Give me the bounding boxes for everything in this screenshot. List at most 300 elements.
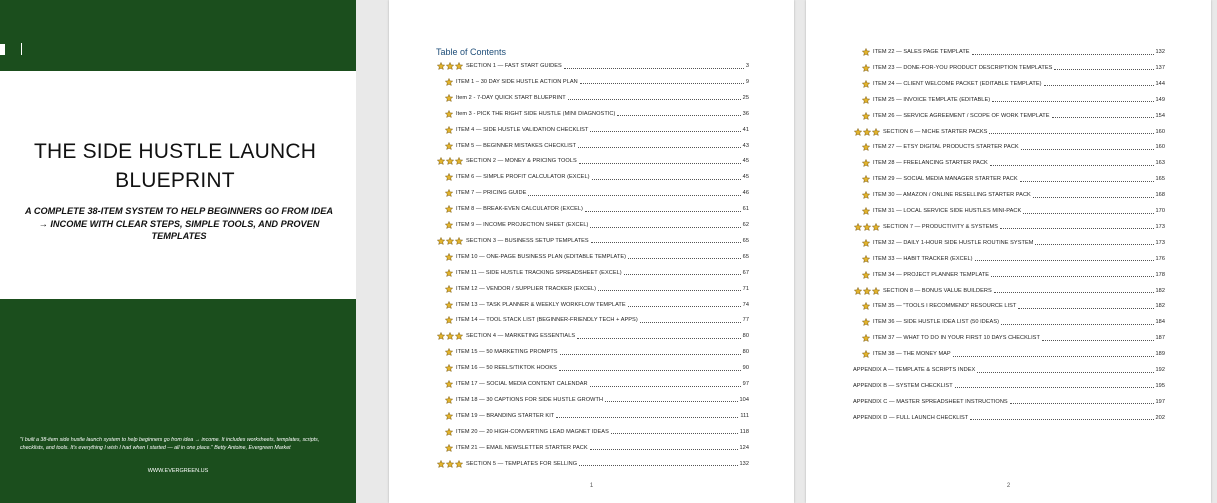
dot-leader — [617, 115, 740, 116]
star-icon — [862, 302, 870, 310]
toc-entry-page: 132 — [1155, 49, 1165, 55]
toc-entry-label: ITEM 36 — SIDE HUSTLE IDEA LIST (50 IDEAS) — [873, 319, 1000, 326]
star-icon — [445, 189, 453, 197]
star-rating-icons — [445, 348, 454, 356]
dot-leader — [611, 433, 738, 434]
toc-item-entry[interactable] — [445, 362, 749, 374]
toc-entry-label: ITEM 38 — THE MONEY MAP — [873, 351, 951, 358]
toc-entry-page: 65 — [742, 237, 749, 244]
star-icon — [445, 444, 453, 452]
star-icon — [445, 364, 453, 372]
toc-entry-label: SECTION 5 — TEMPLATES FOR SELLING — [466, 460, 578, 467]
toc-entry-label: SECTION 6 — NICHE STARTER PACKS — [883, 128, 988, 135]
toc-entry-page: 77 — [742, 317, 749, 324]
star-icon — [437, 460, 445, 468]
star-icon — [437, 237, 445, 245]
star-icon — [446, 62, 454, 70]
toc-entry-page: 163 — [1155, 160, 1165, 167]
toc-entry-label: ITEM 11 — SIDE HUSTLE TRACKING SPREADSHEET (EXCEL) — [456, 269, 622, 276]
toc-item-entry[interactable] — [862, 300, 1165, 312]
toc-entry-page: 165 — [1155, 176, 1165, 183]
toc-item-entry[interactable] — [445, 283, 749, 295]
toc-entry-page: 46 — [742, 190, 749, 197]
toc-entry-label: ITEM 32 — DAILY 1-HOUR SIDE HUSTLE ROUTINE SYSTEM — [873, 239, 1034, 246]
star-icon — [862, 350, 870, 358]
toc-entry-label: ITEM 13 — TASK PLANNER & WEEKLY WORKFLOW TEMPLATE — [456, 301, 626, 308]
star-icon — [445, 348, 453, 356]
star-rating-icons — [854, 287, 881, 295]
toc-entry-page: 45 — [742, 158, 749, 165]
star-icon — [854, 287, 862, 295]
toc-entry-label: ITEM 33 — HABIT TRACKER (EXCEL) — [873, 255, 973, 262]
dot-leader — [953, 356, 1154, 357]
toc-section-entry[interactable] — [854, 221, 1165, 233]
dot-leader — [1054, 69, 1153, 70]
dot-leader — [1018, 308, 1153, 309]
toc-entry-label: SECTION 8 — BONUS VALUE BUILDERS — [883, 287, 992, 294]
toc-entry-page: 202 — [1155, 414, 1165, 421]
toc-item-entry[interactable] — [862, 237, 1165, 249]
toc-entry-label: ITEM 21 — EMAIL NEWSLETTER STARTER PACK — [456, 444, 588, 451]
toc-item-entry[interactable] — [862, 189, 1165, 201]
star-icon — [445, 396, 453, 404]
star-icon — [445, 428, 453, 436]
star-icon — [445, 412, 453, 420]
toc-entry-page: 149 — [1155, 96, 1165, 103]
dot-leader — [590, 131, 740, 132]
toc-entry-page: 97 — [742, 381, 749, 387]
page-number: 1 — [589, 483, 594, 489]
toc-item-entry[interactable] — [862, 253, 1165, 265]
star-rating-icons — [862, 112, 871, 120]
toc-entry-page: 178 — [1155, 271, 1165, 278]
toc-entry-page: 45 — [742, 174, 749, 181]
star-rating-icons — [862, 271, 871, 279]
dot-leader — [640, 322, 741, 323]
toc-entry-label: ITEM 25 — INVOICE TEMPLATE (EDITABLE) — [873, 96, 991, 103]
star-rating-icons — [862, 48, 871, 56]
dot-leader — [564, 68, 744, 69]
toc-item-entry[interactable] — [445, 299, 749, 311]
star-icon — [455, 62, 463, 70]
toc-entry-page: 132 — [739, 460, 749, 467]
star-rating-icons — [862, 239, 871, 247]
dot-leader — [624, 274, 741, 275]
dot-leader — [1010, 403, 1154, 404]
page-number: 2 — [1006, 483, 1011, 489]
star-rating-icons — [445, 253, 454, 261]
toc-entry-label: Item 3 - PICK THE RIGHT SIDE HUSTLE (MINI DIAGNOSTIC) — [456, 110, 616, 117]
star-icon — [862, 64, 870, 72]
star-icon — [446, 460, 454, 468]
dot-leader — [972, 54, 1154, 55]
toc-item-entry[interactable] — [445, 410, 749, 422]
star-icon — [862, 334, 870, 342]
star-icon — [445, 205, 453, 213]
toc-item-entry[interactable] — [445, 251, 749, 263]
star-rating-icons — [437, 62, 464, 70]
toc-entry-page: 124 — [739, 444, 749, 451]
dot-leader — [975, 260, 1154, 261]
dot-leader — [1042, 340, 1154, 341]
star-icon — [854, 128, 862, 136]
toc-section-entry[interactable] — [437, 235, 749, 247]
toc-item-entry[interactable] — [445, 426, 749, 438]
toc-entry-label: ITEM 37 — WHAT TO DO IN YOUR FIRST 10 DAYS CHECKLIST — [873, 335, 1040, 342]
toc-entry-label: ITEM 28 — FREELANCING STARTER PACK — [873, 160, 988, 167]
toc-entry-label: ITEM 15 — 50 MARKETING PROMPTS — [456, 349, 558, 356]
star-icon — [862, 96, 870, 104]
toc-entry-label: ITEM 34 — PROJECT PLANNER TEMPLATE — [873, 271, 990, 278]
star-icon — [863, 128, 871, 136]
star-rating-icons — [862, 80, 871, 88]
toc-entry-label: ITEM 6 — SIMPLE PROFIT CALCULATOR (EXCEL) — [456, 174, 590, 181]
dot-leader — [989, 133, 1153, 134]
star-icon — [445, 126, 453, 134]
toc-entry-page: 182 — [1155, 287, 1165, 294]
dot-leader — [578, 147, 741, 148]
dot-leader — [970, 419, 1153, 420]
toc-entry-label: ITEM 5 — BEGINNER MISTAKES CHECKLIST — [456, 142, 577, 149]
toc-entry-label: ITEM 17 — SOCIAL MEDIA CONTENT CALENDAR — [456, 381, 588, 387]
toc-entry-page: 104 — [739, 396, 749, 403]
toc-item-entry[interactable] — [862, 348, 1165, 360]
toc-entry-label: ITEM 8 — BREAK-EVEN CALCULATOR (EXCEL) — [456, 206, 583, 213]
toc-entry-label: Item 2 - 7-DAY QUICK START BLUEPRINT — [456, 94, 566, 101]
dot-leader — [579, 465, 737, 466]
star-rating-icons — [445, 444, 454, 452]
toc-entry-page: 192 — [1155, 367, 1165, 373]
star-rating-icons — [862, 175, 871, 183]
dot-leader — [1052, 117, 1154, 118]
toc-item-entry[interactable] — [445, 219, 749, 231]
cover-testimonial: "I built a 38-item side hustle launch system to help beginners go from idea → income. It includes worksheets, templates, scripts, checklists, and tools. It's everything I wish I had when I started — all in one place." Betty Antoine, Evergreen Market — [20, 437, 320, 451]
toc-entry-page: 168 — [1155, 192, 1165, 199]
caret-icon — [21, 43, 22, 55]
cover-subtitle: A COMPLETE 38-ITEM SYSTEM TO HELP BEGINNERS GO FROM IDEA → INCOME WITH CLEAR STEPS, SIMPLE TOOLS, AND PROVEN TEMPLATES — [25, 206, 333, 241]
text-cursor-icon — [0, 44, 5, 55]
star-icon — [446, 157, 454, 165]
star-rating-icons — [862, 350, 871, 358]
star-rating-icons — [445, 78, 454, 86]
toc-entry-label: ITEM 7 — PRICING GUIDE — [456, 190, 527, 197]
toc-entry-label: SECTION 2 — MONEY & PRICING TOOLS — [466, 158, 577, 165]
dot-leader — [992, 101, 1153, 102]
toc-entry-page: 74 — [742, 301, 749, 308]
toc-entry-label: SECTION 4 — MARKETING ESSENTIALS — [466, 333, 576, 340]
dot-leader — [560, 354, 741, 355]
toc-item-entry[interactable] — [862, 316, 1165, 328]
toc-section-entry[interactable] — [437, 330, 749, 342]
star-icon — [446, 237, 454, 245]
toc-entry-page: 182 — [1155, 303, 1165, 310]
document-page-1[interactable] — [389, 0, 794, 503]
toc-entry-label: ITEM 29 — SOCIAL MEDIA MANAGER STARTER PACK — [873, 176, 1018, 183]
dot-leader — [591, 242, 741, 243]
dot-leader — [579, 163, 741, 164]
toc-item-entry[interactable] — [445, 76, 749, 88]
dot-leader — [628, 258, 741, 259]
star-rating-icons — [445, 428, 454, 436]
star-icon — [862, 159, 870, 167]
star-rating-icons — [445, 189, 454, 197]
dot-leader — [1021, 149, 1154, 150]
toc-entry-label: SECTION 7 — PRODUCTIVITY & SYSTEMS — [883, 223, 999, 230]
star-rating-icons — [862, 318, 871, 326]
star-icon — [455, 237, 463, 245]
dot-leader — [1035, 244, 1153, 245]
toc-item-entry[interactable] — [445, 267, 749, 279]
star-rating-icons — [862, 64, 871, 72]
toc-entry-page: 170 — [1155, 208, 1165, 214]
toc-entry-label: ITEM 30 — AMAZON / ONLINE RESELLING STARTER PACK — [873, 192, 1031, 199]
dot-leader — [1023, 213, 1153, 214]
star-icon — [862, 207, 870, 215]
toc-entry-label: ITEM 24 — CLIENT WELCOME PACKET (EDITABLE TEMPLATE) — [873, 80, 1042, 87]
star-icon — [445, 253, 453, 261]
toc-entry-page: 160 — [1155, 128, 1165, 135]
toc-entry-label: APPENDIX A — TEMPLATE & SCRIPTS INDEX — [853, 367, 976, 373]
star-icon — [437, 62, 445, 70]
toc-entry-page: 173 — [1155, 223, 1165, 230]
dot-leader — [605, 401, 737, 402]
dot-leader — [590, 449, 738, 450]
toc-item-entry[interactable] — [862, 332, 1165, 344]
dot-leader — [955, 387, 1154, 388]
star-icon — [862, 143, 870, 151]
dot-leader — [991, 276, 1153, 277]
toc-section-entry[interactable] — [854, 126, 1165, 138]
star-icon — [445, 78, 453, 86]
toc-entry-page: 61 — [742, 206, 749, 213]
toc-item-entry[interactable] — [862, 78, 1165, 90]
star-icon — [455, 332, 463, 340]
star-icon — [872, 223, 880, 231]
toc-entry-page: 195 — [1155, 382, 1165, 389]
star-icon — [445, 221, 453, 229]
star-rating-icons — [862, 191, 871, 199]
toc-item-entry[interactable] — [445, 171, 749, 183]
star-rating-icons — [445, 269, 454, 277]
toc-entry-page: 71 — [742, 285, 749, 292]
star-icon — [445, 285, 453, 293]
star-icon — [445, 94, 453, 102]
toc-entry-label: ITEM 9 — INCOME PROJECTION SHEET (EXCEL) — [456, 222, 589, 228]
star-icon — [446, 332, 454, 340]
toc-entry-page: 65 — [742, 253, 749, 260]
toc-entry-label: ITEM 27 — ETSY DIGITAL PRODUCTS STARTER PACK — [873, 144, 1019, 151]
toc-entry-label: ITEM 23 — DONE-FOR-YOU PRODUCT DESCRIPTION TEMPLATES — [873, 64, 1053, 71]
dot-leader — [590, 227, 740, 228]
toc-item-entry[interactable] — [445, 442, 749, 454]
toc-item-entry[interactable] — [445, 124, 749, 136]
star-rating-icons — [445, 94, 454, 102]
toc-entry-page: 80 — [742, 333, 749, 340]
star-icon — [455, 157, 463, 165]
star-rating-icons — [862, 159, 871, 167]
dot-leader — [580, 83, 744, 84]
toc-appendix-entry[interactable] — [853, 412, 1165, 424]
star-icon — [863, 287, 871, 295]
dot-leader — [590, 386, 741, 387]
toc-entry-page: 36 — [742, 110, 749, 117]
star-icon — [862, 255, 870, 263]
dot-leader — [592, 179, 741, 180]
dot-leader — [977, 372, 1153, 373]
toc-item-entry[interactable] — [862, 173, 1165, 185]
toc-entry-label: APPENDIX B — SYSTEM CHECKLIST — [853, 382, 953, 389]
toc-appendix-entry[interactable] — [853, 396, 1165, 408]
toc-entry-page: 9 — [745, 78, 749, 85]
dot-leader — [1020, 181, 1154, 182]
star-icon — [437, 157, 445, 165]
star-icon — [862, 191, 870, 199]
star-rating-icons — [437, 460, 464, 468]
dot-leader — [559, 370, 741, 371]
cover-title: THE SIDE HUSTLE LAUNCH BLUEPRINT — [33, 140, 317, 192]
star-rating-icons — [445, 285, 454, 293]
toc-item-entry[interactable] — [445, 314, 749, 326]
toc-entry-page: 67 — [742, 269, 749, 276]
star-rating-icons — [437, 237, 464, 245]
toc-entry-page: 176 — [1155, 255, 1165, 262]
toc-entry-label: APPENDIX D — FULL LAUNCH CHECKLIST — [853, 414, 969, 421]
star-icon — [862, 48, 870, 56]
toc-title: Table of Contents — [436, 47, 507, 57]
cover-top-band — [0, 0, 356, 71]
star-rating-icons — [862, 143, 871, 151]
toc-entry-page: 187 — [1155, 335, 1165, 342]
dot-leader — [598, 290, 741, 291]
star-rating-icons — [445, 316, 454, 324]
toc-item-entry[interactable] — [445, 346, 749, 358]
star-icon — [445, 173, 453, 181]
toc-item-entry[interactable] — [862, 269, 1165, 281]
toc-entry-label: ITEM 4 — SIDE HUSTLE VALIDATION CHECKLIST — [456, 126, 589, 133]
star-rating-icons — [445, 380, 454, 388]
toc-item-entry[interactable] — [862, 205, 1165, 217]
dot-leader — [577, 338, 741, 339]
document-page-2[interactable] — [806, 0, 1211, 503]
toc-item-entry[interactable] — [862, 110, 1165, 122]
toc-entry-page: 197 — [1155, 398, 1165, 405]
star-rating-icons — [445, 142, 454, 150]
toc-entry-page: 3 — [745, 63, 749, 69]
toc-entry-label: ITEM 31 — LOCAL SERVICE SIDE HUSTLES MINI-PACK — [873, 208, 1022, 214]
toc-entry-label: SECTION 3 — BUSINESS SETUP TEMPLATES — [466, 237, 589, 244]
star-icon — [862, 318, 870, 326]
star-icon — [445, 110, 453, 118]
star-rating-icons — [445, 110, 454, 118]
toc-entry-page: 43 — [742, 142, 749, 149]
star-rating-icons — [437, 332, 464, 340]
toc-entry-page: 80 — [742, 349, 749, 356]
toc-item-entry[interactable] — [862, 141, 1165, 153]
star-rating-icons — [862, 207, 871, 215]
star-rating-icons — [862, 334, 871, 342]
star-icon — [862, 239, 870, 247]
toc-entry-page: 144 — [1155, 80, 1165, 87]
star-icon — [445, 380, 453, 388]
toc-appendix-entry[interactable] — [853, 380, 1165, 392]
dot-leader — [1033, 197, 1154, 198]
cover-website: WWW.EVERGREEN.US — [147, 468, 209, 474]
star-rating-icons — [445, 412, 454, 420]
star-rating-icons — [445, 205, 454, 213]
toc-entry-page: 184 — [1155, 319, 1165, 326]
toc-entry-label: ITEM 22 — SALES PAGE TEMPLATE — [873, 49, 970, 55]
toc-item-entry[interactable] — [445, 140, 749, 152]
star-icon — [872, 287, 880, 295]
dot-leader — [1044, 85, 1154, 86]
toc-item-entry[interactable] — [445, 378, 749, 390]
toc-section-entry[interactable] — [437, 155, 749, 167]
star-rating-icons — [862, 255, 871, 263]
star-icon — [854, 223, 862, 231]
toc-section-entry[interactable] — [437, 458, 749, 470]
star-rating-icons — [437, 157, 464, 165]
dot-leader — [528, 195, 740, 196]
toc-item-entry[interactable] — [445, 187, 749, 199]
cover-page — [0, 0, 356, 503]
toc-entry-label: ITEM 12 — VENDOR / SUPPLIER TRACKER (EXCEL) — [456, 285, 597, 292]
star-icon — [455, 460, 463, 468]
toc-item-entry[interactable] — [445, 394, 749, 406]
toc-entry-page: 137 — [1155, 64, 1165, 71]
toc-entry-page: 62 — [742, 222, 749, 228]
star-icon — [863, 223, 871, 231]
toc-item-entry[interactable] — [445, 203, 749, 215]
dot-leader — [994, 292, 1154, 293]
toc-item-entry[interactable] — [862, 157, 1165, 169]
star-icon — [437, 332, 445, 340]
star-icon — [445, 142, 453, 150]
toc-entry-label: ITEM 35 — "TOOLS I RECOMMEND" RESOURCE LIST — [873, 303, 1017, 310]
star-rating-icons — [854, 128, 881, 136]
dot-leader — [556, 417, 738, 418]
toc-entry-label: ITEM 10 — ONE-PAGE BUSINESS PLAN (EDITABLE TEMPLATE) — [456, 253, 627, 260]
toc-entry-page: 90 — [742, 365, 749, 372]
toc-entry-page: 41 — [742, 126, 749, 133]
toc-item-entry[interactable] — [445, 108, 749, 120]
star-icon — [872, 128, 880, 136]
toc-entry-label: ITEM 14 — TOOL STACK LIST (BEGINNER-FRIENDLY TECH + APPS) — [456, 317, 638, 324]
toc-entry-page: 118 — [739, 428, 749, 435]
star-rating-icons — [445, 221, 454, 229]
star-icon — [862, 271, 870, 279]
star-rating-icons — [862, 302, 871, 310]
toc-entry-page: 111 — [740, 412, 749, 419]
star-icon — [862, 80, 870, 88]
dot-leader — [628, 306, 741, 307]
toc-entry-label: ITEM 18 — 30 CAPTIONS FOR SIDE HUSTLE GROWTH — [456, 396, 604, 403]
toc-entry-label: ITEM 20 — 20 HIGH-CONVERTING LEAD MAGNET IDEAS — [456, 428, 609, 435]
toc-section-entry[interactable] — [437, 60, 749, 72]
toc-item-entry[interactable] — [862, 46, 1165, 58]
toc-entry-label: APPENDIX C — MASTER SPREADSHEET INSTRUCTIONS — [853, 398, 1008, 405]
toc-item-entry[interactable] — [862, 94, 1165, 106]
toc-appendix-entry[interactable] — [853, 364, 1165, 376]
star-rating-icons — [445, 126, 454, 134]
star-rating-icons — [445, 364, 454, 372]
star-icon — [862, 112, 870, 120]
toc-item-entry[interactable] — [445, 92, 749, 104]
toc-item-entry[interactable] — [862, 62, 1165, 74]
toc-section-entry[interactable] — [854, 285, 1165, 297]
dot-leader — [585, 211, 741, 212]
star-rating-icons — [854, 223, 881, 231]
star-rating-icons — [445, 396, 454, 404]
